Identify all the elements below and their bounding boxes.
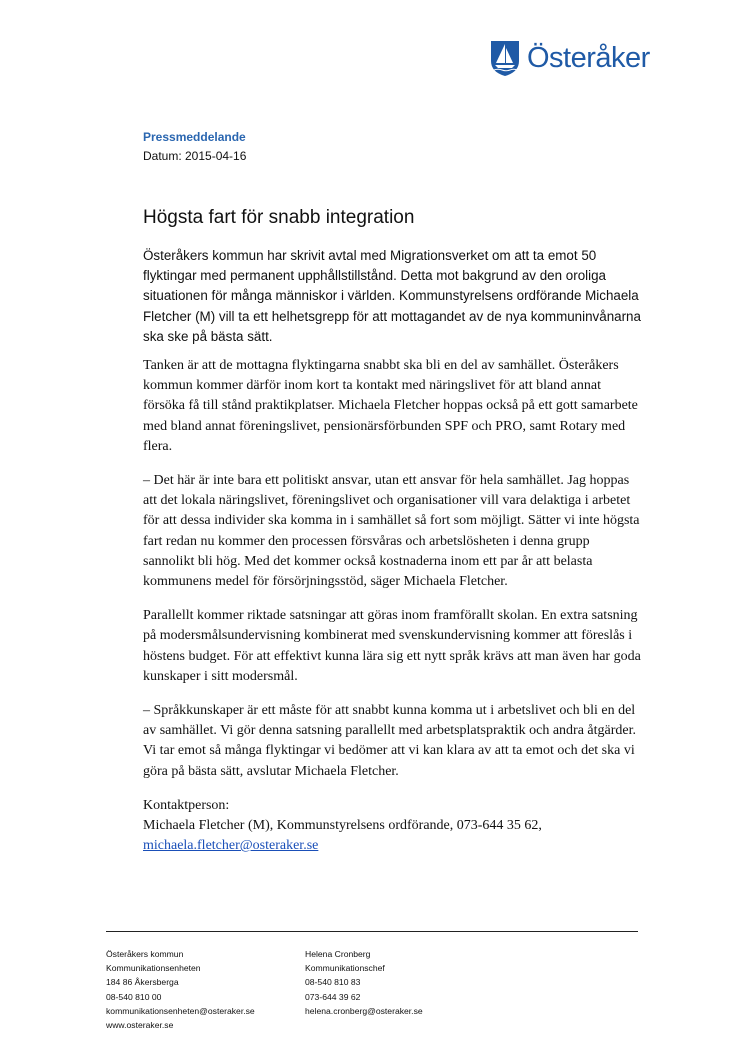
contact-label: Kontaktperson: bbox=[143, 797, 230, 813]
footer-org-name: Österåkers kommun bbox=[106, 949, 184, 959]
footer-divider bbox=[106, 931, 638, 932]
contact-details: Michaela Fletcher (M), Kommunstyrelsens ordförande, 073-644 35 62, bbox=[143, 818, 542, 834]
footer-contact-phone: 08-540 810 83 bbox=[305, 977, 361, 988]
footer-website: www.osteraker.se bbox=[106, 1020, 174, 1031]
press-date: Datum: 2015-04-16 bbox=[143, 149, 247, 163]
body-paragraph: Parallellt kommer riktade satsningar att göras inom framförallt skolan. En extra satsning på modersmålsundervisning kombinerat med svenskundervisning kommer att föreslås i höstens budget. För att effektivt kunna lära sig ett nytt språk krävs att man även har goda kunskaper i sitt modersmål. bbox=[143, 608, 641, 684]
body-paragraph: Tanken är att de mottagna flyktingarna snabbt ska bli en del av samhället. Österåkers kommun kommer därför inom kort ta kontakt med näringslivet för att bland annat försöka få till stånd praktikplatser. Michaela Fletcher hoppas också på ett gott samarbete med bland annat föreningslivet, pensionärsförbunden SPF och PRO, samt Rotary med flera. bbox=[143, 358, 638, 454]
article-body bbox=[143, 356, 641, 856]
contact-email-link[interactable]: michaela.fletcher@osteraker.se bbox=[143, 838, 319, 854]
body-paragraph: – Språkkunskaper är ett måste för att snabbt kunna komma ut i arbetslivet och bli en del av samhället. Vi gör denna satsning parallellt med arbetsplatspraktik och andra åtgärder. Vi tar emot så många flyktingar vi bedömer att vi kan klara av att ta emot och det ska vi göra på bästa sätt, avslutar Michaela Fletcher. bbox=[143, 703, 637, 779]
footer-phone: 08-540 810 00 bbox=[106, 991, 162, 1002]
footer-email: kommunikationsenheten@osteraker.se bbox=[106, 1005, 255, 1016]
footer-contact-mobile: 073-644 39 62 bbox=[305, 991, 361, 1002]
logo-text: Österåker bbox=[527, 42, 650, 74]
press-release-label: Pressmeddelande bbox=[143, 130, 246, 144]
headline: Högsta fart för snabb integration bbox=[143, 207, 415, 228]
sailboat-shield-icon bbox=[489, 39, 521, 77]
footer-address: 184 86 Åkersberga bbox=[106, 977, 179, 988]
footer-contact-title: Kommunikationschef bbox=[305, 963, 385, 974]
lead-paragraph: Österåkers kommun har skrivit avtal med Migrationsverket om att ta emot 50 flyktingar med permanent upphållstillstånd. Detta mot bakgrund av den oroliga situationen för många människor i världen. Kommunstyrelsens ordförande Michaela Fletcher (M) vill ta ett helhetsgrepp för att mottagandet av de nya kommuninvånarna ska ske på bästa sätt. bbox=[143, 248, 641, 344]
logo bbox=[489, 38, 650, 78]
contact-block bbox=[143, 796, 641, 857]
footer-contact-name: Helena Cronberg bbox=[305, 949, 371, 959]
footer-department: Kommunikationsenheten bbox=[106, 963, 201, 974]
footer-contact-email: helena.cronberg@osteraker.se bbox=[305, 1005, 423, 1016]
body-paragraph: – Det här är inte bara ett politiskt ansvar, utan ett ansvar för hela samhället. Jag hoppas att det lokala näringslivet, föreningslivet och organisationer vill vara delaktiga i arbetet för att dessa individer ska komma in i samhället så fort som möjligt. Sätter vi inte högsta fart redan nu kommer den processen försvåras och arbetslösheten i denna grupp sannolikt bli hög. Med det kommer också kostnaderna inom ett par år att belasta kommunens medel för försörjningsstöd, säger Michaela Fletcher. bbox=[143, 473, 640, 590]
footer-organization bbox=[106, 947, 255, 1032]
footer-contact bbox=[305, 947, 423, 1018]
